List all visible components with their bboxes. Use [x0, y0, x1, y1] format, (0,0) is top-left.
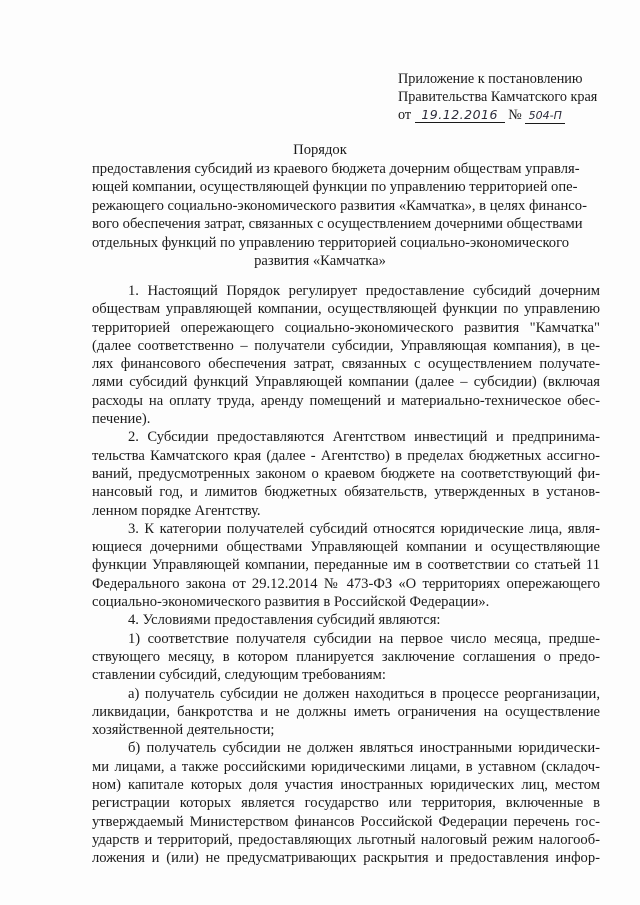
paragraph-line: 1. Настоящий Порядок регулирует предоставление субсидий дочерним: [128, 283, 600, 299]
paragraph-line: социально-экономического развития в Российской Федерации».: [92, 594, 490, 611]
paragraph-line: а) получатель субсидии не должен находиться в процессе реорганизации,: [128, 685, 600, 702]
paragraph-line: 4. Условиями предоставления субсидий являются:: [128, 612, 441, 629]
handwritten-date: 19.12.2016: [415, 108, 505, 123]
paragraph-line: ствующего месяцу, в котором планируется заключение соглашения о предо-: [92, 648, 600, 665]
subtitle-line: развития «Камчатка»: [254, 253, 386, 270]
date-prefix: от: [398, 107, 412, 123]
paragraph-line: территорией опережающего социально-экономического развития "Камчатка": [92, 319, 600, 336]
document-subtitle: [92, 160, 587, 270]
paragraph-line: хозяйственной деятельности;: [92, 722, 275, 739]
number-prefix: №: [508, 107, 522, 123]
paragraph-line: утверждаемый Министерством финансов Российской Федерации перечень гос-: [92, 813, 600, 830]
paragraph-line: ударств и территорий, предоставляющих льготный налоговый режим налогооб-: [92, 831, 600, 848]
paragraph-line: ном) капитале которых доля участия иностранных юридических лиц, местом: [92, 777, 600, 794]
annex-date-line: [398, 106, 613, 124]
paragraph-line: б) получатель субсидии не должен являться иностранными юридически-: [128, 740, 600, 757]
paragraph-line: 3. К категории получателей субсидий относятся юридические лица, явля-: [128, 520, 600, 537]
paragraph: [92, 282, 600, 428]
paragraph: [92, 630, 600, 685]
subtitle-line: режающего социально-экономического развития «Камчатка», в целях финансо-: [92, 197, 587, 214]
paragraph-line: ложения и (или) не предусматривающих раскрытия и предоставления инфор-: [92, 850, 600, 867]
subtitle-line: предоставления субсидий из краевого бюджета дочерним обществам управля-: [92, 161, 580, 177]
paragraph-line: ленном порядке Агентству.: [92, 502, 261, 519]
annex-line-1: Приложение к постановлению: [398, 71, 583, 87]
paragraph: [92, 739, 600, 867]
paragraph-line: нансовый год, и лимитов бюджетных обязательств, утвержденных в установ-: [92, 484, 600, 501]
subtitle-line: вого обеспечения затрат, связанных с осуществлением дочерними обществами: [92, 216, 583, 233]
paragraph-line: ми лицами, а также российскими юридическими лицами, в уставном (складоч-: [92, 758, 600, 775]
paragraph-line: 2. Субсидии предоставляются Агентством инвестиций и предпринима-: [128, 429, 600, 446]
annex-block: [398, 70, 613, 124]
paragraph-line: обществам управляющей компании, осуществляющей функции по управлению: [92, 301, 600, 318]
paragraph-line: функции Управляющей компании, переданные им в соответствии со статьей 11: [92, 557, 600, 574]
paragraph: [92, 611, 600, 629]
subtitle-line: ющей компании, осуществляющей функции по управлению территорией опе-: [92, 179, 578, 196]
paragraph-line: 1) соответствие получателя субсидии на первое число месяца, предше-: [128, 630, 600, 647]
paragraph: [92, 685, 600, 740]
paragraph: [92, 428, 600, 519]
paragraph-line: регистрации которых является государство или территория, включенные в: [92, 795, 600, 812]
handwritten-number: 504-П: [525, 109, 565, 124]
paragraph-line: лях финансового обеспечения затрат, связанных с осуществлением получате-: [92, 356, 600, 373]
subtitle-line: отдельных функций по управлению территорией социально-экономического: [92, 234, 570, 251]
paragraph-line: расходы на оплату труда, аренду помещений и материально-техническое обес-: [92, 392, 600, 409]
paragraph-line: печение).: [92, 411, 151, 428]
paragraph-line: ваний, предусмотренных законом о краевом бюджете на соответствующий фи-: [92, 465, 600, 482]
paragraph-line: Федерального закона от 29.12.2014 № 473-ФЗ «О территориях опережающего: [92, 575, 600, 592]
paragraph-line: (далее соответственно – получатели субсидии, Управляющая компания), в це-: [92, 337, 600, 354]
paragraph-line: лями субсидий функций Управляющей компании (далее – субсидии) (включая: [92, 374, 600, 391]
paragraph-line: ставлении субсидий, следующим требованиям:: [92, 667, 386, 684]
document-body: [92, 282, 600, 868]
document-title: Порядок: [293, 142, 347, 158]
paragraph-line: ликвидации, банкротства и не должны иметь ограничения на осуществление: [92, 703, 600, 720]
paragraph: [92, 520, 600, 611]
paragraph-line: тельства Камчатского края (далее - Агентство) в пределах бюджетных ассигно-: [92, 447, 600, 464]
paragraph-line: ющиеся дочерними обществами Управляющей компании и осуществляющие: [92, 539, 600, 556]
annex-line-2: Правительства Камчатского края: [398, 89, 598, 105]
